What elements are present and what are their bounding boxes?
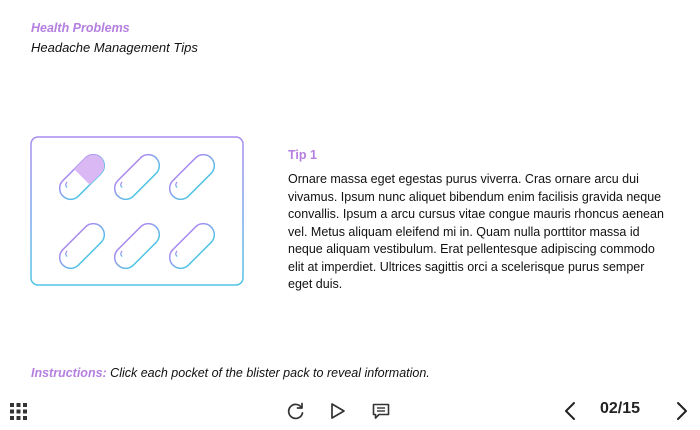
instructions-label: Instructions: <box>31 366 107 380</box>
header <box>31 20 198 57</box>
comment-icon <box>372 403 390 420</box>
blister-pocket-3[interactable] <box>165 150 219 204</box>
next-button[interactable] <box>675 401 689 426</box>
previous-button[interactable] <box>563 401 577 426</box>
page-title: Headache Management Tips <box>31 40 198 55</box>
instructions <box>31 366 430 380</box>
category-label: Health Problems <box>31 21 130 35</box>
chevron-right-icon <box>675 401 689 421</box>
replay-button[interactable] <box>287 402 305 425</box>
replay-icon <box>287 402 305 420</box>
blister-pack <box>30 136 244 286</box>
tip-body: Ornare massa eget egestas purus viverra. Cras ornare arcu dui vivamus. Ipsum nunc aliquet bibendum enim facilisis gravida neque convallis. Ipsum a arcu cursus vitae congue mauris rhoncus aenean vel. Metus aliquam eleifend mi in. Quam nulla porttitor massa id neque aliquam vestibulum. Erat pellentesque adipiscing commodo elit at imperdiet. Ultrices sagittis orci a scelerisque purus semper eget duis. <box>288 172 664 291</box>
play-button[interactable] <box>330 402 346 425</box>
tip-title: Tip 1 <box>288 148 317 162</box>
play-icon <box>330 402 346 420</box>
blister-pocket-4[interactable] <box>55 219 109 273</box>
tip-panel <box>288 147 672 294</box>
instructions-text: Click each pocket of the blister pack to reveal information. <box>106 366 430 380</box>
grid-menu-icon <box>10 403 27 420</box>
blister-pack-illustration <box>30 136 244 286</box>
chevron-left-icon <box>563 401 577 421</box>
grid-menu-button[interactable] <box>10 403 27 425</box>
slide-counter: 02/15 <box>600 400 641 417</box>
blister-pocket-6[interactable] <box>165 219 219 273</box>
blister-pocket-2[interactable] <box>110 150 164 204</box>
blister-pocket-1[interactable] <box>55 150 109 204</box>
comment-button[interactable] <box>372 403 390 425</box>
blister-frame <box>31 137 243 285</box>
blister-pocket-5[interactable] <box>110 219 164 273</box>
